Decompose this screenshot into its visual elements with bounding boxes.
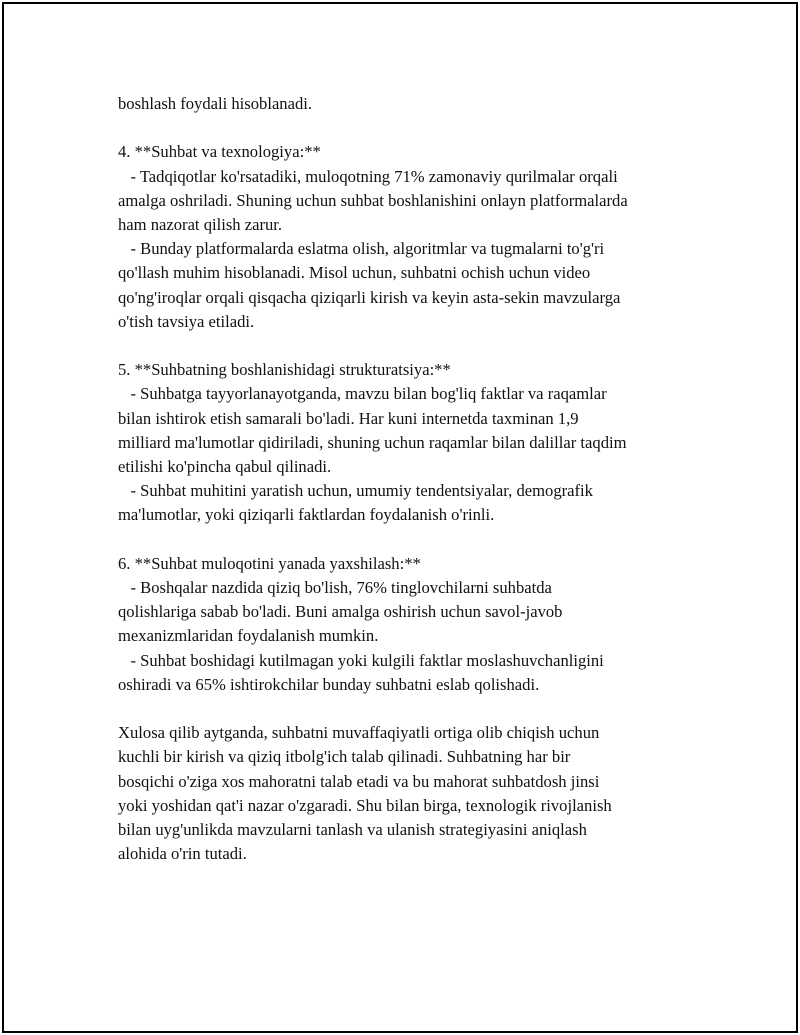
text-line: ma'lumotlar, yoki qiziqarli faktlardan foydalanish o'rinli. xyxy=(118,505,495,525)
text-line: oshiradi va 65% ishtirokchilar bunday suhbatni eslab qolishadi. xyxy=(118,674,540,694)
text-line: etilishi ko'pincha qabul qilinadi. xyxy=(118,457,332,477)
text-line: mexanizmlaridan foydalanish mumkin. xyxy=(118,626,379,646)
text-line: - Suhbatga tayyorlanayotganda, mavzu bilan bog'liq faktlar va raqamlar xyxy=(118,384,607,404)
text-line: alohida o'rin tutadi. xyxy=(118,844,247,864)
text-line: bosqichi o'ziga xos mahoratni talab etadi va bu mahorat suhbatdosh jinsi xyxy=(118,771,600,791)
section-heading: 6. **Suhbat muloqotini yanada yaxshilash:** xyxy=(118,553,421,573)
section-heading: 5. **Suhbatning boshlanishidagi strukturatsiya:** xyxy=(118,360,451,380)
text-line: milliard ma'lumotlar qidiriladi, shuning uchun raqamlar bilan dalillar taqdim xyxy=(118,432,627,452)
blank-line xyxy=(118,116,698,140)
section-heading: 4. **Suhbat va texnologiya:** xyxy=(118,142,321,162)
text-line: ham nazorat qilish zarur. xyxy=(118,215,283,235)
text-line: yoki yoshidan qat'i nazar o'zgaradi. Shu bilan birga, texnologik rivojlanish xyxy=(118,795,612,815)
text-line: Xulosa qilib aytganda, suhbatni muvaffaqiyatli ortiga olib chiqish uchun xyxy=(118,723,600,743)
blank-line xyxy=(118,334,698,358)
document-body xyxy=(118,92,698,867)
text-line: bilan uyg'unlikda mavzularni tanlash va ulanish strategiyasini aniqlash xyxy=(118,820,587,840)
text-line: - Suhbat boshidagi kutilmagan yoki kulgili faktlar moslashuvchanligini xyxy=(118,650,604,670)
text-line: qo'ng'iroqlar orqali qisqacha qiziqarli kirish va keyin asta-sekin mavzularga xyxy=(118,287,621,307)
text-line: bilan ishtirok etish samarali bo'ladi. Har kuni internetda taxminan 1,9 xyxy=(118,408,579,428)
blank-line xyxy=(118,528,698,552)
text-line: qolishlariga sabab bo'ladi. Buni amalga oshirish uchun savol-javob xyxy=(118,602,563,622)
text-line: - Boshqalar nazdida qiziq bo'lish, 76% tinglovchilarni suhbatda xyxy=(118,578,552,598)
blank-line xyxy=(118,697,698,721)
text-line: kuchli bir kirish va qiziq itbolg'ich talab qilinadi. Suhbatning har bir xyxy=(118,747,571,767)
text-line: boshlash foydali hisoblanadi. xyxy=(118,94,313,113)
text-line: amalga oshriladi. Shuning uchun suhbat boshlanishini onlayn platformalarda xyxy=(118,190,628,210)
text-line: - Suhbat muhitini yaratish uchun, umumiy tendentsiyalar, demografik xyxy=(118,481,593,501)
text-line: - Bunday platformalarda eslatma olish, algoritmlar va tugmalarni to'g'ri xyxy=(118,239,605,259)
text-line: - Tadqiqotlar ko'rsatadiki, muloqotning 71% zamonaviy qurilmalar orqali xyxy=(118,166,618,186)
text-line: o'tish tavsiya etiladi. xyxy=(118,311,255,331)
text-line: qo'llash muhim hisoblanadi. Misol uchun, suhbatni ochish uchun video xyxy=(118,263,591,283)
